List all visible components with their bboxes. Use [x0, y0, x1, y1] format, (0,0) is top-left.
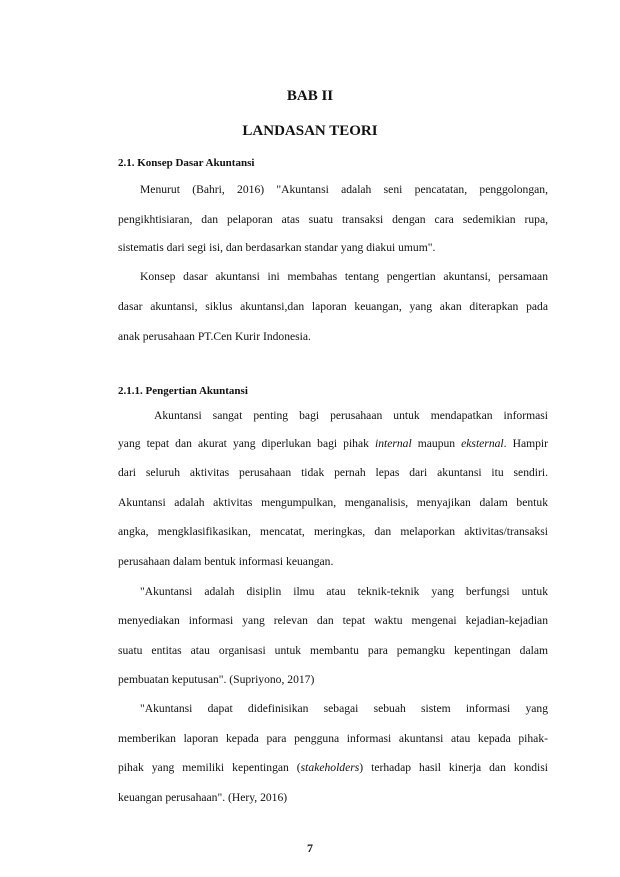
italic-term: eksternal [461, 437, 504, 450]
text-run: maupun [411, 437, 462, 450]
paragraph-line: suatu entitas atau organisasi untuk membantu para pemangku kepentingan dalam [118, 644, 548, 657]
paragraph-line: dasar akuntansi, siklus akuntansi,dan laporan keuangan, yang akan diterapkan pada [118, 300, 548, 313]
paragraph-line: keuangan perusahaan". (Hery, 2016) [118, 791, 288, 804]
paragraph-line: anak perusahaan PT.Cen Kurir Indonesia. [118, 330, 311, 343]
paragraph-line: memberikan laporan kepada para pengguna informasi akuntansi atau kepada pihak- [118, 732, 548, 745]
section-heading: 2.1. Konsep Dasar Akuntansi [118, 157, 255, 169]
paragraph-line: perusahaan dalam bentuk informasi keuangan. [118, 555, 334, 568]
paragraph-line: Akuntansi sangat penting bagi perusahaan untuk mendapatkan informasi [154, 409, 548, 422]
paragraph-line: dari seluruh aktivitas perusahaan tidak pernah lepas dari akuntansi itu sendiri. [118, 466, 548, 479]
paragraph-line: angka, mengklasifikasikan, mencatat, meringkas, dan melaporkan aktivitas/transaksi [118, 525, 548, 538]
paragraph-line: "Akuntansi adalah disiplin ilmu atau teknik-teknik yang berfungsi untuk [140, 585, 548, 598]
text-run: pihak yang memiliki kepentingan ( [118, 761, 301, 774]
chapter-label: BAB II [286, 88, 334, 104]
text-run: . Hampir [503, 437, 548, 450]
paragraph-line: Menurut (Bahri, 2016) "Akuntansi adalah seni pencatatan, penggolongan, [140, 183, 548, 196]
paragraph-line: menyediakan informasi yang relevan dan tepat waktu mengenai kejadian-kejadian [118, 614, 548, 627]
italic-term: stakeholders [300, 761, 360, 774]
chapter-title: LANDASAN TEORI [242, 123, 378, 139]
paragraph-line: pembuatan keputusan". (Supriyono, 2017) [118, 673, 315, 686]
page-number: 7 [307, 841, 313, 855]
text-run: yang tepat dan akurat yang diperlukan bagi pihak [118, 437, 375, 450]
italic-term: internal [374, 437, 412, 450]
paragraph-line [118, 761, 548, 774]
paragraph-line: "Akuntansi dapat didefinisikan sebagai sebuah sistem informasi yang [140, 702, 548, 715]
paragraph-line: sistematis dari segi isi, dan berdasarkan standar yang diakui umum". [118, 241, 436, 254]
subsection-heading: 2.1.1. Pengertian Akuntansi [118, 385, 248, 397]
paragraph-line [118, 437, 548, 450]
paragraph-line: Akuntansi adalah aktivitas mengumpulkan, menganalisis, menyajikan dalam bentuk [118, 496, 548, 509]
paragraph-line: Konsep dasar akuntansi ini membahas tentang pengertian akuntansi, persamaan [140, 270, 548, 283]
paragraph-line: pengikhtisiaran, dan pelaporan atas suatu transaksi dengan cara sedemikian rupa, [118, 213, 548, 226]
text-run: ) terhadap hasil kinerja dan kondisi [359, 761, 548, 774]
